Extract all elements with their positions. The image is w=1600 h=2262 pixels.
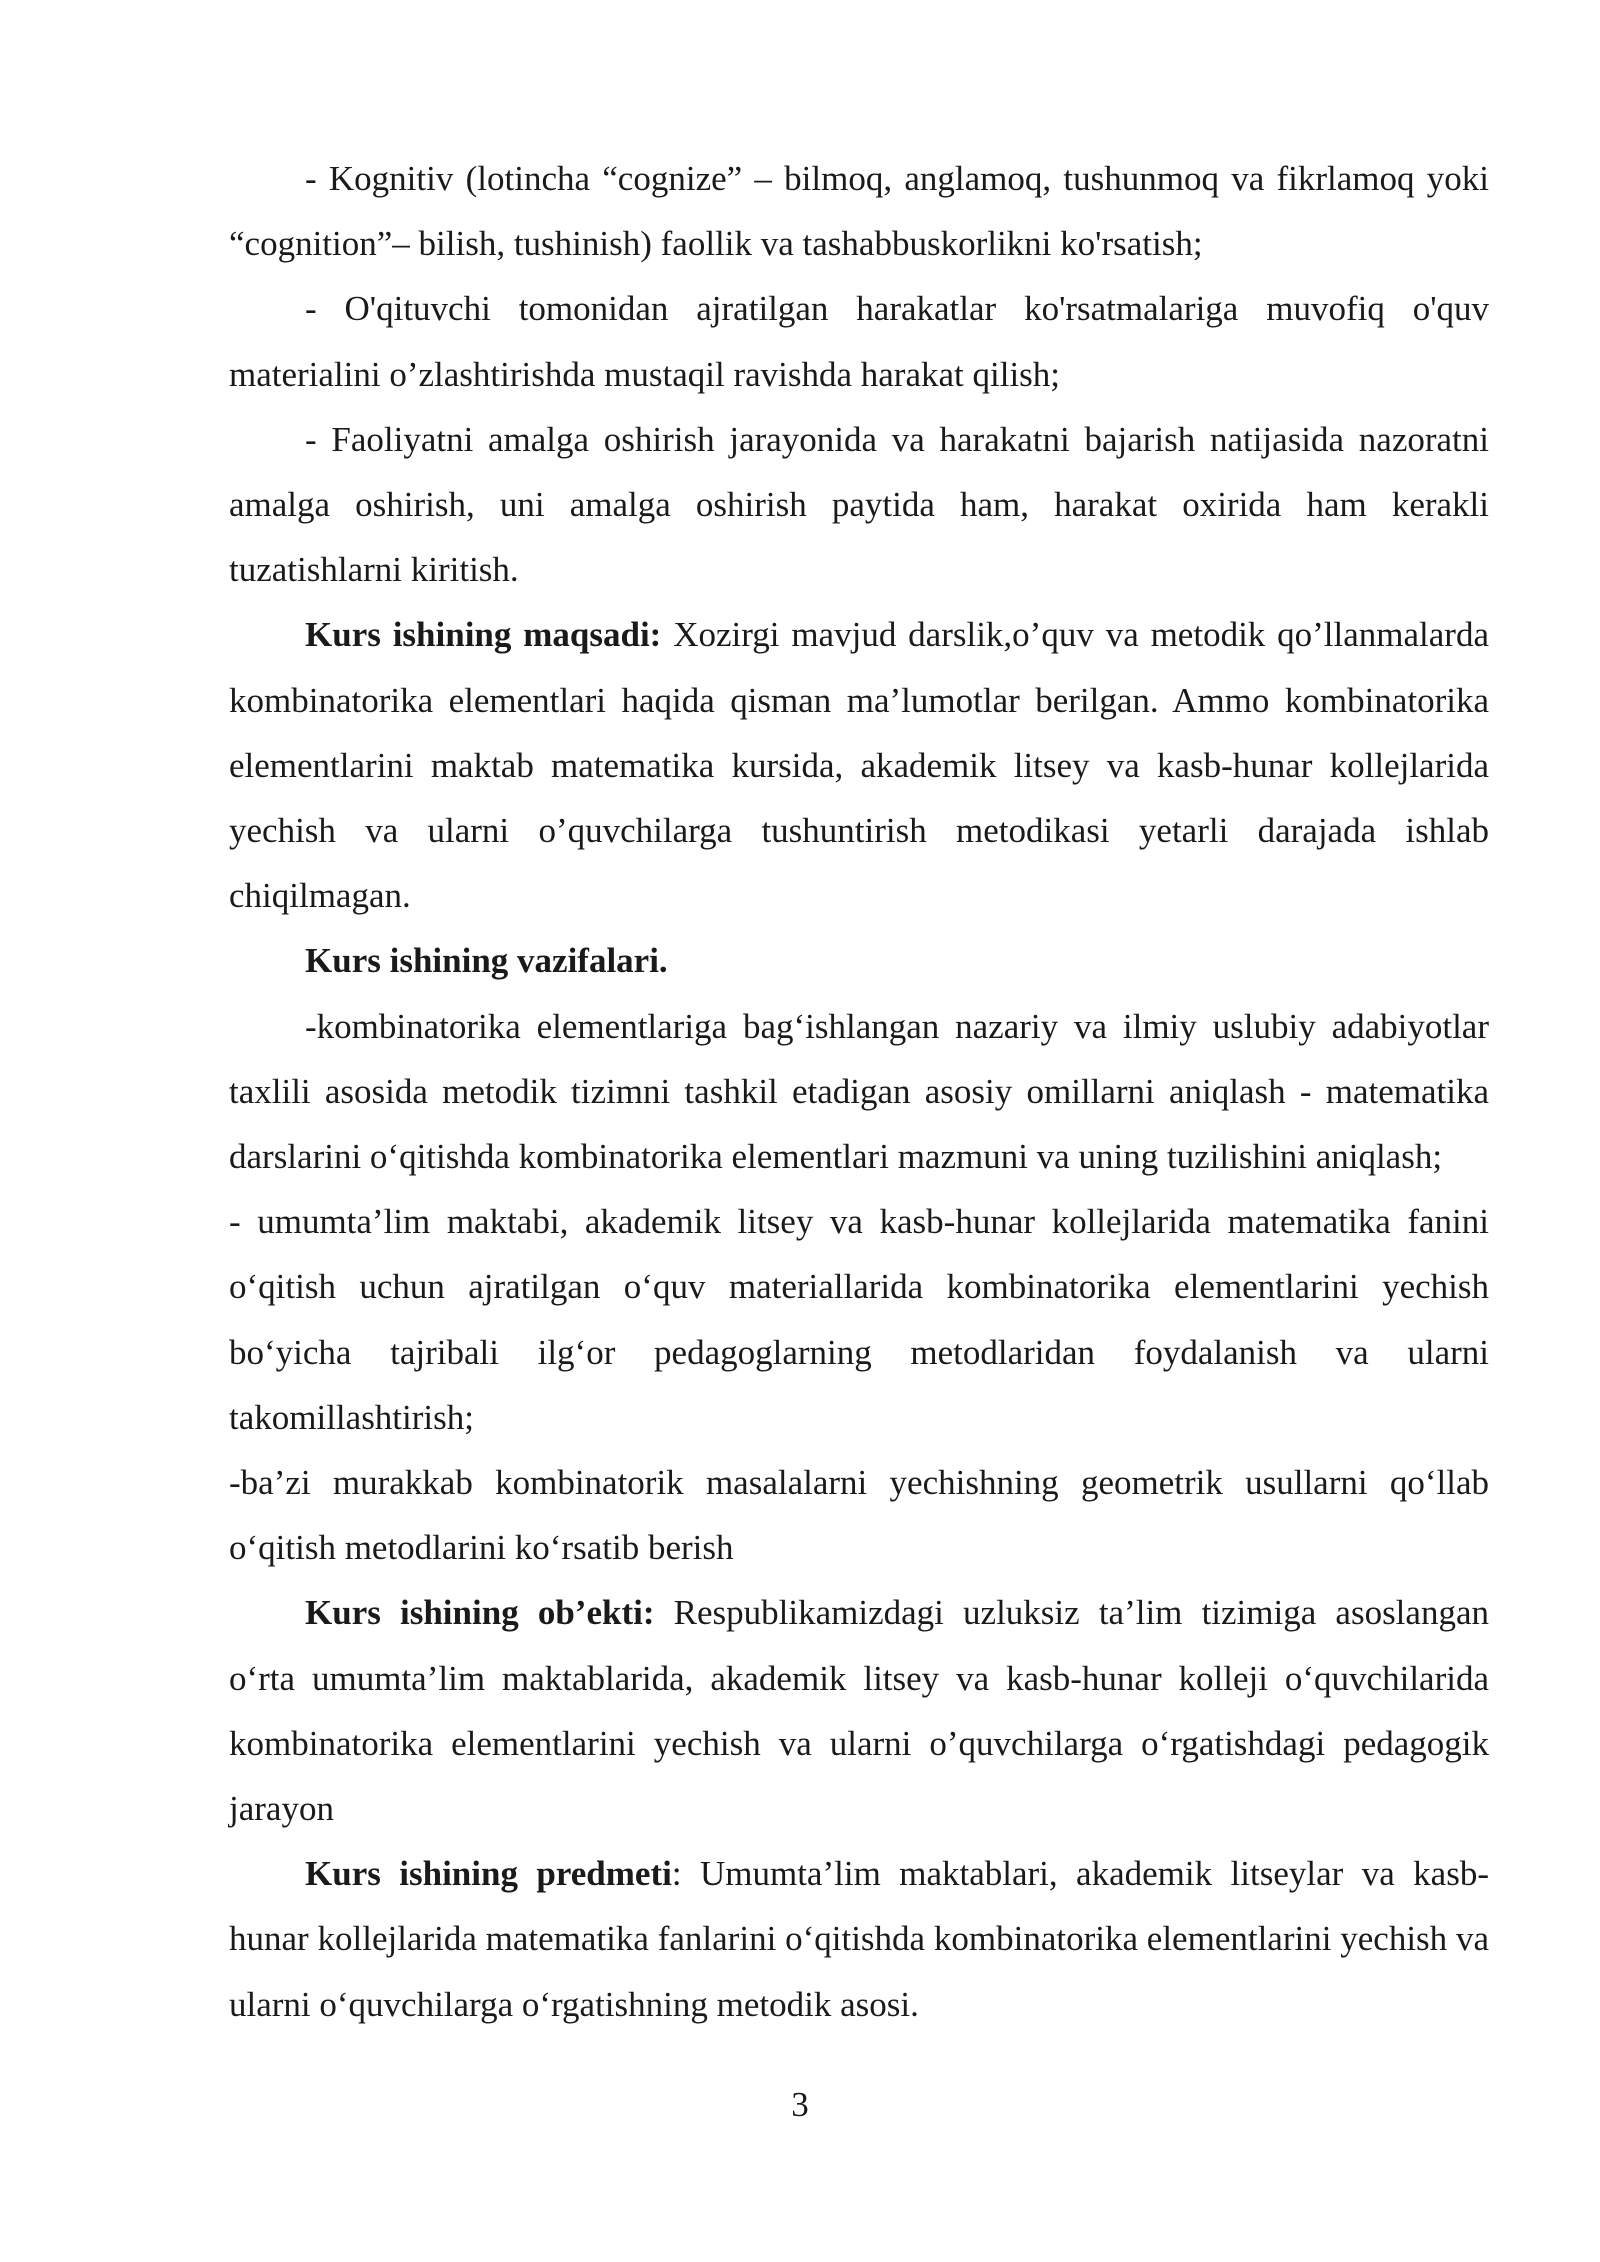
paragraph-text: Xozirgi mavjud darslik,o’quv va metodik qo’llanmalarda kombinatorika elementlari haqida qisman ma’lumotlar berilgan. Ammo kombinatorika elementlarini maktab matematika kursida, akademik litsey va kasb-hunar kollejlarida yechish va ularni o’quvchilarga tushuntirish metodikasi yetarli darajada ishlab chiqilmagan. — [229, 615, 1489, 916]
page-number: 3 — [791, 2085, 809, 2124]
paragraph-text: Respublikamizdagi uzluksiz ta’lim tizimiga asoslangan o‘rta umumta’lim maktablarida, akademik litsey va kasb-hunar kolleji o‘quvchilarida kombinatorika elementlarini yechish va ularni o’quvchilarga o‘rgatishdagi pedagogik jarayon — [229, 1593, 1489, 1829]
paragraph-text: -ba’zi murakkab kombinatorik masalalarni yechishning geometrik usullarni qo‘llab o‘qitish metodlarini ko‘rsatib berish — [229, 1463, 1489, 1568]
paragraph-text: - umumta’lim maktabi, akademik litsey va kasb-hunar kollejlarida matematika fanini o‘qitish uchun ajratilgan o‘quv materiallarida kombinatorika elementlarini yechish bo‘yicha tajribali ilg‘or pedagoglarning metodlaridan foydalanish va ularni takomillashtirish; — [229, 1202, 1489, 1437]
paragraph-tasks-heading — [229, 928, 1489, 993]
paragraph-task-3 — [229, 1450, 1489, 1580]
paragraph-task-2 — [229, 1189, 1489, 1450]
paragraph-control — [229, 407, 1489, 603]
paragraph-text: - O'qituvchi tomonidan ajratilgan harakatlar ko'rsatmalariga muvofiq o'quv materialini o’zlashtirishda mustaqil ravishda harakat qilish; — [229, 289, 1489, 394]
paragraph-text: : Umumta’lim maktablari, akademik litseylar va kasb-hunar kollejlarida matematika fanlarini o‘qitishda kombinatorika elementlarini yechish va ularni o‘quvchilarga o‘rgatishning metodik asosi. — [229, 1854, 1489, 2024]
section-heading-tasks: Kurs ishining vazifalari. — [305, 941, 668, 981]
paragraph-object — [229, 1580, 1489, 1841]
section-heading-subject: Kurs ishining predmeti — [305, 1854, 672, 1894]
paragraph-independent-action — [229, 276, 1489, 406]
section-heading-goal: Kurs ishining maqsadi: — [305, 615, 662, 655]
paragraph-subject — [229, 1841, 1489, 2037]
paragraph-text: -kombinatorika elementlariga bag‘ishlangan nazariy va ilmiy uslubiy adabiyotlar taxlili asosida metodik tizimni tashkil etadigan asosiy omillarni aniqlash - matematika darslarini o‘qitishda kombinatorika elementlari mazmuni va uning tuzilishini aniqlash; — [229, 1006, 1489, 1177]
section-heading-object: Kurs ishining ob’ekti: — [305, 1593, 655, 1633]
body-text — [229, 146, 1489, 2037]
paragraph-text: - Kognitiv (lotincha “cognize” – bilmoq, anglamoq, tushunmoq va fikrlamoq yoki “cognition”– bilish, tushinish) faollik va tashabbuskorlikni ko'rsatish; — [229, 159, 1489, 264]
paragraph-cognitive — [229, 146, 1489, 276]
paragraph-goal — [229, 602, 1489, 928]
paragraph-text: - Faoliyatni amalga oshirish jarayonida va harakatni bajarish natijasida nazoratni amalga oshirish, uni amalga oshirish paytida ham, harakat oxirida ham kerakli tuzatishlarni kiritish. — [229, 419, 1489, 590]
paragraph-task-1 — [229, 994, 1489, 1190]
